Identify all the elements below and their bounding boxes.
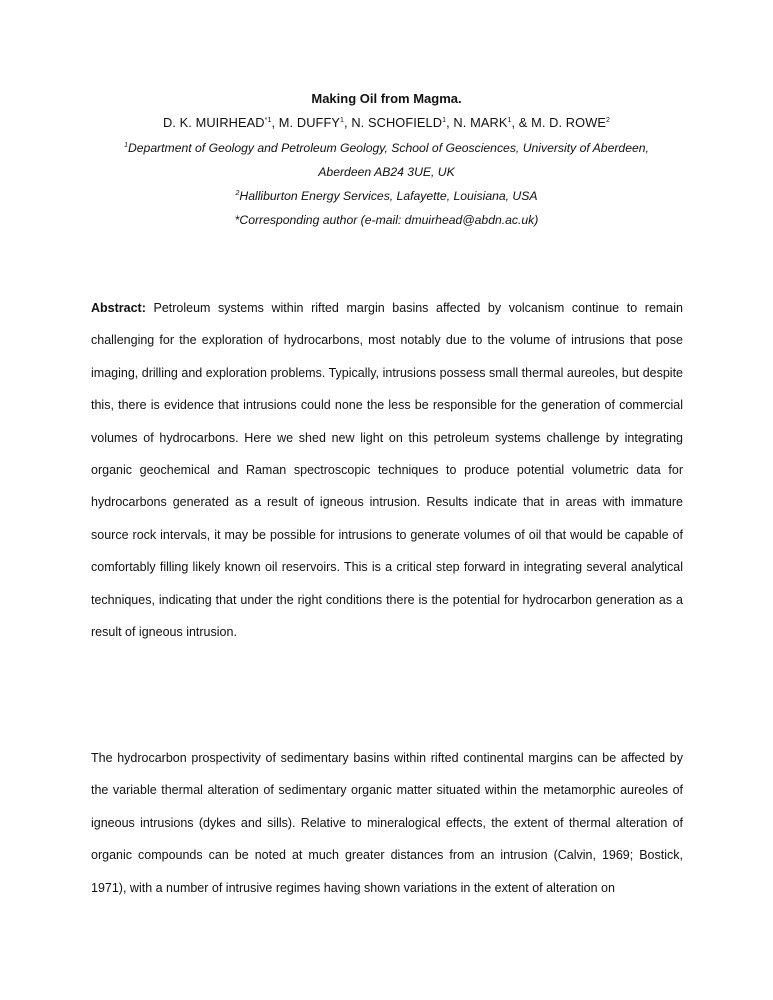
author-schofield: , N. SCHOFIELD — [344, 115, 443, 130]
affiliation-1-text: Department of Geology and Petroleum Geology, School of Geosciences, University of Aberdeen, — [127, 141, 649, 155]
author-superscript: *1 — [264, 117, 272, 124]
author-duffy: , M. DUFFY — [271, 115, 341, 130]
abstract-paragraph — [91, 292, 683, 648]
author-mark: , N. MARK — [446, 115, 508, 130]
abstract-text: Petroleum systems within rifted margin basins affected by volcanism continue to remain challenging for the exploration of hydrocarbons, most notably due to the volume of intrusions that pose imaging, drilling and exploration problems. Typically, intrusions possess small thermal aureoles, but despite this, there is evidence that intrusions could none the less be responsible for the generation of commercial volumes of hydrocarbons. Here we shed new light on this petroleum systems challenge by integrating organic geochemical and Raman spectroscopic techniques to produce potential volumetric data for hydrocarbons generated as a result of igneous intrusion. Results indicate that in areas with immature source rock intervals, it may be possible for intrusions to generate volumes of oil that would be capable of comfortably filling likely known oil reservoirs. This is a critical step forward in integrating several analytical techniques, indicating that under the right conditions there is the potential for hydrocarbon generation as a result of igneous intrusion. — [91, 301, 683, 640]
author-muirhead: D. K. MUIRHEAD — [162, 115, 265, 130]
author-superscript: 1 — [442, 117, 447, 124]
affiliation-1-line-1 — [0, 140, 773, 156]
author-superscript: 1 — [340, 117, 345, 124]
affiliation-2-text: Halliburton Energy Services, Lafayette, Louisiana, USA — [239, 189, 538, 203]
paper-title: Making Oil from Magma. — [311, 91, 462, 106]
introduction-paragraph: The hydrocarbon prospectivity of sedimentary basins within rifted continental margins can be affected by the variable thermal alteration of sedimentary organic matter situated within the metamorphic aureoles of igneous intrusions (dykes and sills). Relative to mineralogical effects, the extent of thermal alteration of organic compounds can be noted at much greater distances from an intrusion (Calvin, 1969; Bostick, 1971), with a number of intrusive regimes having shown variations in the extent of alteration on — [91, 751, 683, 895]
affiliation-superscript: 1 — [124, 142, 128, 149]
author-rowe: , & M. D. ROWE — [511, 115, 607, 130]
abstract-label: Abstract: — [91, 301, 146, 315]
corresponding-author: *Corresponding author (e-mail: dmuirhead@abdn.ac.uk) — [234, 213, 539, 227]
affiliation-2 — [0, 188, 773, 204]
author-superscript: 2 — [606, 117, 611, 124]
affiliation-1-line-2: Aberdeen AB24 3UE, UK — [318, 165, 455, 179]
author-list — [0, 115, 773, 131]
author-superscript: 1 — [507, 117, 512, 124]
affiliation-superscript: 2 — [235, 190, 240, 197]
